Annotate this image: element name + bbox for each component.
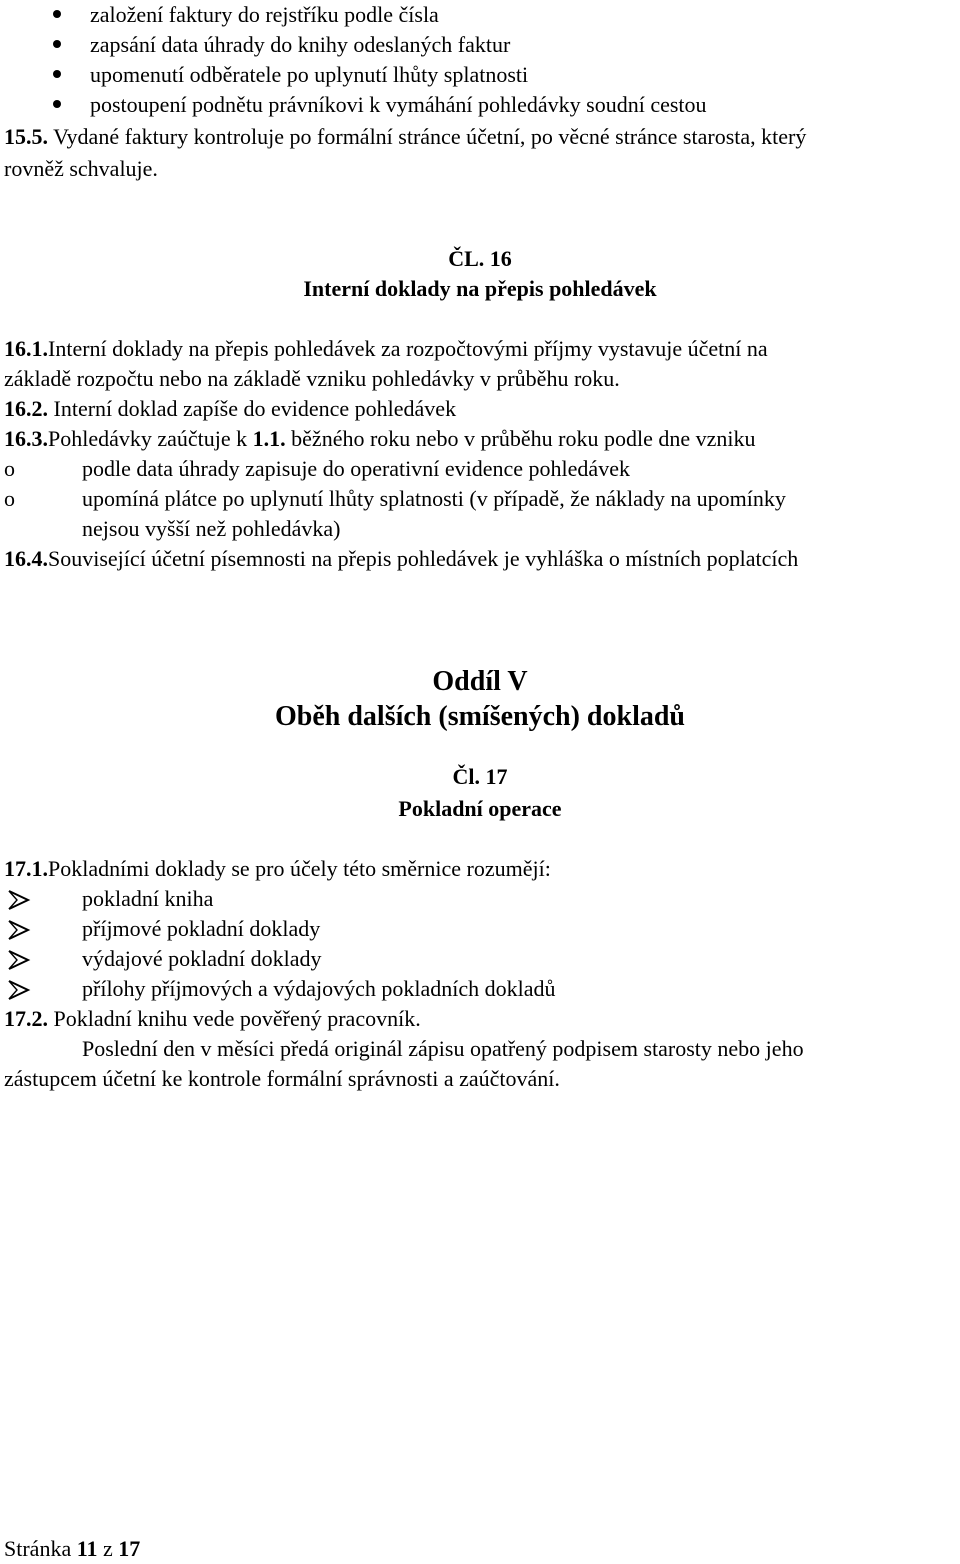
page-current: 11 bbox=[76, 1536, 98, 1561]
paragraph-text: Interní doklady na přepis pohledávek za rozpočtovými příjmy vystavuje účetní na bbox=[48, 336, 768, 361]
paragraph-number: 16.4. bbox=[4, 546, 48, 571]
paragraph-number: 16.2. bbox=[4, 396, 48, 421]
bullet-item: upomenutí odběratele po uplynutí lhůty splatnosti bbox=[90, 62, 529, 87]
article-16-heading: ČL. 16 bbox=[448, 246, 512, 271]
bullet-item: postoupení podnětu právníkovi k vymáhání pohledávky soudní cestou bbox=[90, 92, 707, 117]
arrow-bullet-icon bbox=[6, 979, 32, 1001]
paragraph-17-1 bbox=[4, 854, 551, 884]
paragraph-text: Vydané faktury kontroluje po formální stránce účetní, po věcné stránce starosta, který bbox=[48, 124, 807, 149]
paragraph-number: 16.1. bbox=[4, 336, 48, 361]
paragraph-16-4 bbox=[4, 544, 798, 574]
footer-prefix: Stránka bbox=[4, 1536, 77, 1561]
paragraph-text: běžného roku nebo v průběhu roku podle dne vzniku bbox=[285, 426, 756, 451]
bullet-icon bbox=[53, 100, 61, 108]
paragraph-date: 1.1. bbox=[252, 426, 286, 451]
paragraph-text: Pokladními doklady se pro účely této směrnice rozumějí: bbox=[48, 856, 551, 881]
article-17-title: Pokladní operace bbox=[398, 796, 562, 821]
article-16-title: Interní doklady na přepis pohledávek bbox=[303, 276, 657, 301]
paragraph-number: 17.2. bbox=[4, 1006, 48, 1031]
paragraph-text: Pohledávky zaúčtuje k bbox=[48, 426, 253, 451]
paragraph-text: Interní doklad zapíše do evidence pohledávek bbox=[48, 396, 457, 421]
footer-sep: z bbox=[97, 1536, 119, 1561]
arrow-item: výdajové pokladní doklady bbox=[82, 946, 322, 971]
article-17-heading: Čl. 17 bbox=[452, 764, 508, 789]
page-total: 17 bbox=[118, 1536, 141, 1561]
sub-item-cont: nejsou vyšší než pohledávka) bbox=[82, 516, 341, 541]
bullet-icon bbox=[53, 10, 61, 18]
arrow-bullet-icon bbox=[6, 919, 32, 941]
paragraph-number: 15.5. bbox=[4, 124, 48, 149]
arrow-bullet-icon bbox=[6, 949, 32, 971]
sub-bullet-icon: o bbox=[4, 456, 15, 481]
bullet-item: založení faktury do rejstříku podle čísla bbox=[90, 2, 439, 27]
sub-item: upomíná plátce po uplynutí lhůty splatnosti (v případě, že náklady na upomínky bbox=[82, 486, 786, 511]
bullet-icon bbox=[53, 70, 61, 78]
bullet-item: zapsání data úhrady do knihy odeslaných faktur bbox=[90, 32, 511, 57]
paragraph-15-5 bbox=[4, 122, 806, 152]
section-heading: Oddíl V bbox=[432, 666, 528, 697]
paragraph-text: Pokladní knihu vede pověřený pracovník. bbox=[48, 1006, 421, 1031]
arrow-item: příjmové pokladní doklady bbox=[82, 916, 321, 941]
paragraph-16-1-cont: základě rozpočtu nebo na základě vzniku pohledávky v průběhu roku. bbox=[4, 366, 620, 391]
paragraph-16-2 bbox=[4, 394, 456, 424]
paragraph-16-3 bbox=[4, 424, 756, 454]
sub-bullet-icon: o bbox=[4, 486, 15, 511]
paragraph-number: 16.3. bbox=[4, 426, 48, 451]
arrow-item: přílohy příjmových a výdajových pokladních dokladů bbox=[82, 976, 556, 1001]
paragraph-17-2 bbox=[4, 1004, 421, 1034]
bullet-icon bbox=[53, 40, 61, 48]
page-footer bbox=[4, 1534, 140, 1564]
arrow-item: pokladní kniha bbox=[82, 886, 214, 911]
paragraph-text: Související účetní písemnosti na přepis pohledávek je vyhláška o místních poplatcích bbox=[48, 546, 799, 571]
paragraph-17-2-cont: zástupcem účetní ke kontrole formální správnosti a zaúčtování. bbox=[4, 1066, 560, 1091]
arrow-bullet-icon bbox=[6, 889, 32, 911]
paragraph-15-5-cont: rovněž schvaluje. bbox=[4, 156, 158, 181]
section-title: Oběh dalších (smíšených) dokladů bbox=[275, 701, 685, 732]
paragraph-16-1 bbox=[4, 334, 768, 364]
paragraph-number: 17.1. bbox=[4, 856, 48, 881]
paragraph-17-2-cont: Poslední den v měsíci předá originál zápisu opatřený podpisem starosty nebo jeho bbox=[82, 1036, 804, 1061]
sub-item: podle data úhrady zapisuje do operativní evidence pohledávek bbox=[82, 456, 630, 481]
